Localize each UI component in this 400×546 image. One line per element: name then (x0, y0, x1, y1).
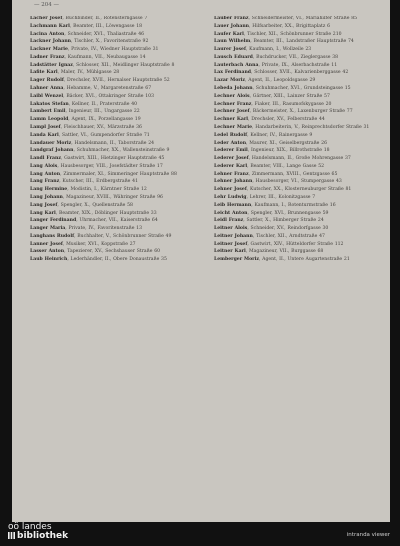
directory-entry: Lachmann Karl, Beamter, III., Löwengasse 18 (30, 23, 143, 29)
directory-entry: Laub Heinrich, Lederhändler, II., Obere Donaustraße 35 (30, 257, 167, 263)
directory-entry: Lang Alois, Hausbesorger, VIII., Josefstädter Straße 17 (30, 163, 163, 169)
directory-entry: Lacher Josef, Buchbinder, II., Rotensterngasse 7 (30, 16, 148, 21)
directory-entry: Lederer Karl, Beamter, VIII., Lange Gasse 52 (214, 163, 325, 169)
directory-entry: Landgraf Johann, Schuhmacher, XX., Wallensteinstraße 9 (30, 148, 170, 154)
directory-entry: Lang Hermine, Modistin, I., Kärntner Straße 12 (30, 187, 147, 193)
viewer-label[interactable]: intranda viewer (346, 532, 390, 538)
directory-entry: Lanner Josef, Musiker, XVI., Koppstraße 27 (30, 241, 136, 247)
directory-entry: Lahner Anna, Hebamme, V., Margaretenstraße 67 (30, 86, 152, 92)
directory-entry: Lafite Karl, Maler, IV., Mühlgasse 28 (30, 70, 120, 76)
directory-entry: Ladstätter Ignaz, Schlosser, XII., Meidlinger Hauptstraße 8 (30, 62, 175, 68)
library-logo[interactable] (8, 523, 68, 541)
directory-entry: Lampl Josef, Fleischhauer, XV., Märzstraße 36 (30, 124, 142, 130)
directory-entry: Laun Wilhelm, Beamter, III., Landstraßer Hauptstraße 74 (214, 39, 354, 45)
directory-entry: Lamm Leopold, Agent, IX., Porzellangasse 19 (30, 117, 141, 123)
directory-entry: Lackner Johann, Tischler, X., Favoritenstraße 92 (30, 39, 149, 45)
directory-entry: Lehner Josef, Kutscher, XX., Klosterneuburger Straße 81 (214, 187, 352, 193)
directory-entry: Leidl Franz, Sattler, X., Himberger Straße 24 (214, 218, 324, 224)
directory-entry: Lebeda Johann, Schuhmacher, XVI., Grundsteingasse 15 (214, 86, 351, 92)
directory-entry: Leitner Johann, Tischler, XII., Arndtstraße 47 (214, 233, 325, 239)
directory-entry: Lang Johann, Magazineur, XVIII., Währinger Straße 96 (30, 194, 163, 200)
directory-entry: Landauer Moriz, Handelsmann, II., Taborstraße 24 (30, 140, 155, 146)
library-bars-icon (8, 532, 15, 539)
directory-entry: Lang Karl, Beamter, XIX., Döblinger Hauptstraße 33 (30, 210, 157, 216)
directory-column-right (214, 16, 382, 516)
directory-entry: Leicht Anton, Spengler, XVI., Brunnengasse 59 (214, 210, 329, 216)
directory-entry: Lechner Josef, Bäckermeister, X., Laxenburger Straße 77 (214, 109, 353, 115)
directory-entry: Lehr Ludwig, Lehrer, III., Kolonitzgasse 7 (214, 194, 316, 200)
directory-entry: Lacina Anton, Schneider, XVI., Thaliastraße 46 (30, 31, 145, 37)
directory-entry: Lechner Franz, Fiaker, III., Rasumofskygasse 20 (214, 101, 332, 107)
directory-entry: Lax Ferdinand, Schlosser, XVII., Kalvarienberggasse 42 (214, 70, 349, 76)
directory-entry: Lazar Moriz, Agent, II., Leopoldsgasse 29 (214, 78, 316, 84)
directory-column-left (30, 16, 198, 516)
logo-text-line2-label: bibliothek (17, 531, 69, 541)
directory-entry: Langer Ferdinand, Uhrmacher, VII., Kaiserstraße 64 (30, 218, 158, 224)
directory-entry: Lauer Johann, Hilfsarbeiter, XX., Brigittaplatz 6 (214, 23, 330, 29)
directory-entry: Lang Anton, Zimmermaler, XI., Simmeringer Hauptstraße 88 (30, 171, 177, 177)
scanned-page (12, 0, 390, 522)
directory-entry: Langer Maria, Private, IV., Favoritenstraße 13 (30, 226, 143, 232)
directory-entry: Lang Josef, Spengler, X., Quellenstraße 58 (30, 202, 133, 208)
directory-entry: Leib Hermann, Kaufmann, I., Rotenturmstraße 16 (214, 202, 336, 208)
directory-entry: Leitner Alois, Schneider, XV., Reindorfgasse 30 (214, 226, 329, 232)
directory-entry: Ladner Franz, Kaufmann, VII., Neubaugasse 14 (30, 54, 146, 60)
logo-text-line1: oö landes (8, 522, 52, 532)
directory-entry: Laufer Karl, Tischler, XII., Schönbrunner Straße 210 (214, 31, 342, 37)
directory-entry: Leitner Karl, Magazineur, VII., Burggasse 68 (214, 249, 324, 255)
directory-entry: Lasser Anton, Tapezierer, XV., Sechshauser Straße 60 (30, 249, 161, 255)
directory-entry: Lehner Johann, Hausbesorger, VI., Stumpergasse 43 (214, 179, 342, 185)
directory-entry: Lackner Marie, Private, IV., Wiedner Hauptstraße 31 (30, 47, 159, 53)
directory-entry: Landl Franz, Gastwirt, XIII., Hietzinger Hauptstraße 45 (30, 156, 165, 162)
directory-entry: Lechner Alois, Gärtner, XIII., Lainzer Straße 57 (214, 93, 330, 99)
directory-entry: Langhans Rudolf, Buchhalter, V., Schönbrunner Straße 49 (30, 233, 172, 239)
directory-entry: Ledel Rudolf, Kellner, IV., Rainergasse 9 (214, 132, 313, 138)
directory-entry: Lauber Franz, Schneidermeister, VI., Mariahilfer Straße 85 (214, 16, 358, 21)
logo-text-line2 (8, 532, 68, 541)
directory-entry: Laibl Wenzel, Bäcker, XVI., Ottakringer Straße 103 (30, 93, 155, 99)
directory-entry: Landa Karl, Sattler, VI., Gumpendorfer Straße 71 (30, 132, 150, 138)
directory-entry: Lausch Eduard, Buchdrucker, VII., Zieglergasse 38 (214, 54, 339, 60)
directory-entry: Lederer Josef, Handelsmann, II., Große Mohrengasse 37 (214, 156, 351, 162)
directory-entry: Leder Anton, Maurer, XI., Geiselbergstraße 26 (214, 140, 327, 146)
directory-entry: Lauterbach Anna, Private, IX., Alserbachstraße 11 (214, 62, 338, 68)
directory-entry: Lederer Emil, Ingenieur, XIX., Billrothstraße 18 (214, 148, 330, 154)
page-header: — 204 — (34, 2, 59, 8)
directory-entry: Lechner Marie, Handarbeiterin, V., Reinprechtsdorfer Straße 31 (214, 124, 370, 130)
directory-entry: Lakatos Stefan, Kellner, II., Praterstraße 40 (30, 101, 138, 107)
directory-entry: Lang Franz, Kutscher, III., Erdbergstraße 41 (30, 179, 139, 185)
directory-entry: Lager Rudolf, Drechsler, XVII., Hernalser Hauptstraße 52 (30, 78, 170, 84)
directory-entry: Laurer Josef, Kaufmann, I., Wollzeile 23 (214, 47, 312, 53)
directory-entry: Leitner Josef, Gastwirt, XIV., Hütteldorfer Straße 112 (214, 241, 344, 247)
directory-entry: Lechner Karl, Drechsler, XV., Felberstraße 44 (214, 117, 325, 123)
directory-entry: Lambert Emil, Ingenieur, III., Ungargasse 22 (30, 109, 140, 115)
directory-entry: Lehner Franz, Zimmermann, XVIII., Gentzgasse 65 (214, 171, 338, 177)
directory-entry: Lemberger Moriz, Agent, II., Untere Augartenstraße 21 (214, 257, 350, 263)
